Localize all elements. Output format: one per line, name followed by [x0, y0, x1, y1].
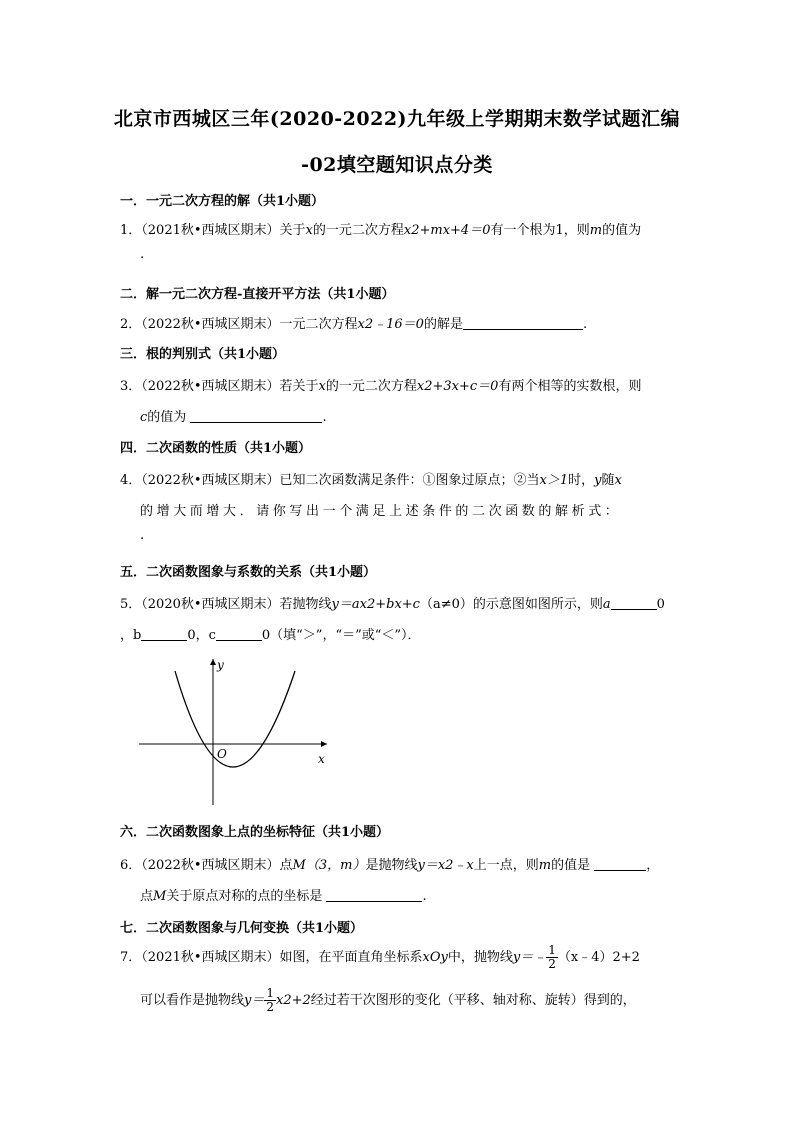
q1-var-x: x [305, 223, 313, 238]
parabola-graph [135, 655, 335, 810]
q5-text-b: （a≠0）的示意图如图所示，则 [419, 597, 603, 612]
question-7 [120, 944, 640, 971]
q1-text-d: 的值为 [602, 223, 642, 238]
q5-zero-1: 0 [656, 597, 665, 612]
q7-line2 [140, 987, 636, 1014]
q4-var-x: x [614, 473, 622, 488]
q6-text-e: 关于原点对称的点的坐标是 [166, 889, 323, 904]
q6-var-M: M [153, 889, 167, 904]
q5-line2 [120, 624, 421, 643]
q5-var-a: a [602, 597, 611, 612]
question-6 [120, 854, 659, 873]
q3-text-a: 3．（2022秋•西城区期末）若关于 [120, 379, 319, 394]
q7-text-b: 中，抛物线 [447, 950, 513, 965]
q1-var-m: m [589, 223, 603, 238]
question-5 [120, 593, 665, 612]
q6-var-m: m [538, 858, 552, 873]
q4-text-a: 4．（2022秋•西城区期末）已知二次函数满足条件：①图象过原点；②当 [120, 473, 540, 488]
q5-text-a: 5．（2020秋•西城区期末）若抛物线 [120, 597, 332, 612]
q7-frac1-den: 2 [548, 957, 556, 971]
q7-fraction-2 [264, 987, 276, 1014]
q2-text-a: 2．（2022秋•西城区期末）一元二次方程 [120, 317, 358, 332]
q5-text-b-var: ，b [120, 628, 142, 643]
section-7-heading: 七．二次函数图象与几何变换（共1小题） [120, 921, 364, 936]
q6-blank-m[interactable] [594, 857, 646, 871]
q7-frac1-num: 1 [548, 943, 556, 957]
q4-text-b: 时， [568, 473, 595, 488]
q5-instruction: 0（填“＞”，“＝”或“＜”）． [261, 628, 421, 643]
q7-text-d: 经过若干次图形的变化（平移、轴对称、旋转）得到的， [310, 993, 636, 1008]
section-2-heading: 二．解一元二次方程-直接开平方法（共1小题） [120, 287, 395, 302]
section-3-heading: 三．根的判别式（共1小题） [120, 347, 286, 362]
q6-text-point: 点 [140, 889, 154, 904]
q7-frac2-num: 1 [266, 986, 275, 1000]
q6-text-c: 上一点，则 [473, 858, 539, 873]
q7-y-eq: y＝ [244, 993, 265, 1008]
q6-point: M（3，m） [292, 858, 366, 873]
q5-blank-b[interactable] [141, 627, 187, 641]
q6-comma: ， [646, 858, 660, 873]
q1-text-c: 有一个根为1，则 [490, 223, 590, 238]
question-2 [120, 313, 587, 332]
q2-text-b: 的解是 [423, 317, 463, 332]
q2-answer-blank[interactable] [463, 316, 583, 330]
q3-equation: x2+3x+c＝0 [416, 379, 499, 394]
q6-equation: y＝x2﹣x [417, 858, 474, 873]
q6-line2 [140, 885, 427, 904]
question-1 [120, 219, 641, 238]
q3-var-x: x [318, 379, 326, 394]
q7-xoy: xOy [422, 950, 448, 965]
q5-equation: y＝ax2+bx+c [331, 597, 420, 612]
section-4-heading: 四．二次函数的性质（共1小题） [120, 441, 312, 456]
parabola-curve [175, 671, 295, 767]
q3-text-c: 有两个相等的实数根，则 [498, 379, 642, 394]
q1-end: . [140, 247, 145, 262]
q4-condition: x＞1 [539, 473, 569, 488]
q2-end: . [582, 317, 588, 332]
q7-frac2-den: 2 [266, 1000, 275, 1014]
q7-fraction-1 [546, 944, 558, 971]
q1-text-b: 的一元二次方程 [312, 223, 404, 238]
q3-var-c: c [140, 410, 148, 425]
q3-text-d: 的值为 [147, 410, 187, 425]
section-1-heading: 一．一元二次方程的解（共1小题） [120, 194, 325, 209]
x-axis-label: x [318, 752, 325, 766]
q6-text-d: 的值是 [551, 858, 591, 873]
q5-blank-c[interactable] [216, 627, 262, 641]
q3-end: . [322, 410, 327, 425]
question-3 [120, 375, 641, 394]
q6-text-a: 6．（2022秋•西城区期末）点 [120, 858, 293, 873]
q1-text-a: 1．（2021秋•西城区期末）关于 [120, 223, 306, 238]
q3-line2 [140, 406, 327, 425]
q6-blank-coords[interactable] [326, 888, 422, 902]
q2-equation: x2﹣16＝0 [357, 317, 424, 332]
doc-title-line1: 北京市西城区三年(2020-2022)九年级上学期期末数学试题汇编 [113, 108, 681, 130]
q4-end: . [140, 528, 145, 543]
q5-text-c-var: 0，c [187, 628, 216, 643]
q6-end: . [422, 889, 427, 904]
q7-tail-1: （x﹣4）2+2 [557, 950, 640, 965]
q3-answer-blank[interactable] [190, 409, 322, 423]
q7-tail-2: x2+2 [276, 993, 311, 1008]
section-6-heading: 六．二次函数图象上点的坐标特征（共1小题） [120, 825, 390, 840]
q3-text-b: 的一元二次方程 [325, 379, 417, 394]
y-axis-label: y [217, 658, 224, 672]
q7-text-c: 可以看作是抛物线 [140, 993, 245, 1008]
q4-line2: 的增大而增大．请你写出一个满足上述条件的二次函数的解析式： [140, 504, 622, 519]
q1-equation: x2+mx+4＝0 [403, 223, 491, 238]
section-5-heading: 五．二次函数图象与系数的关系（共1小题） [120, 565, 377, 580]
q6-text-b: 是抛物线 [365, 858, 418, 873]
origin-label: O [217, 747, 227, 761]
q7-text-a: 7．（2021秋•西城区期末）如图，在平面直角坐标系 [120, 950, 423, 965]
q4-var-y: y [594, 473, 602, 488]
q4-text-c: 随 [601, 473, 615, 488]
doc-title-line2: -02填空题知识点分类 [301, 154, 493, 176]
q5-blank-a[interactable] [611, 596, 657, 610]
question-4 [120, 469, 622, 488]
q7-y-eq-neg: y＝﹣ [512, 950, 547, 965]
